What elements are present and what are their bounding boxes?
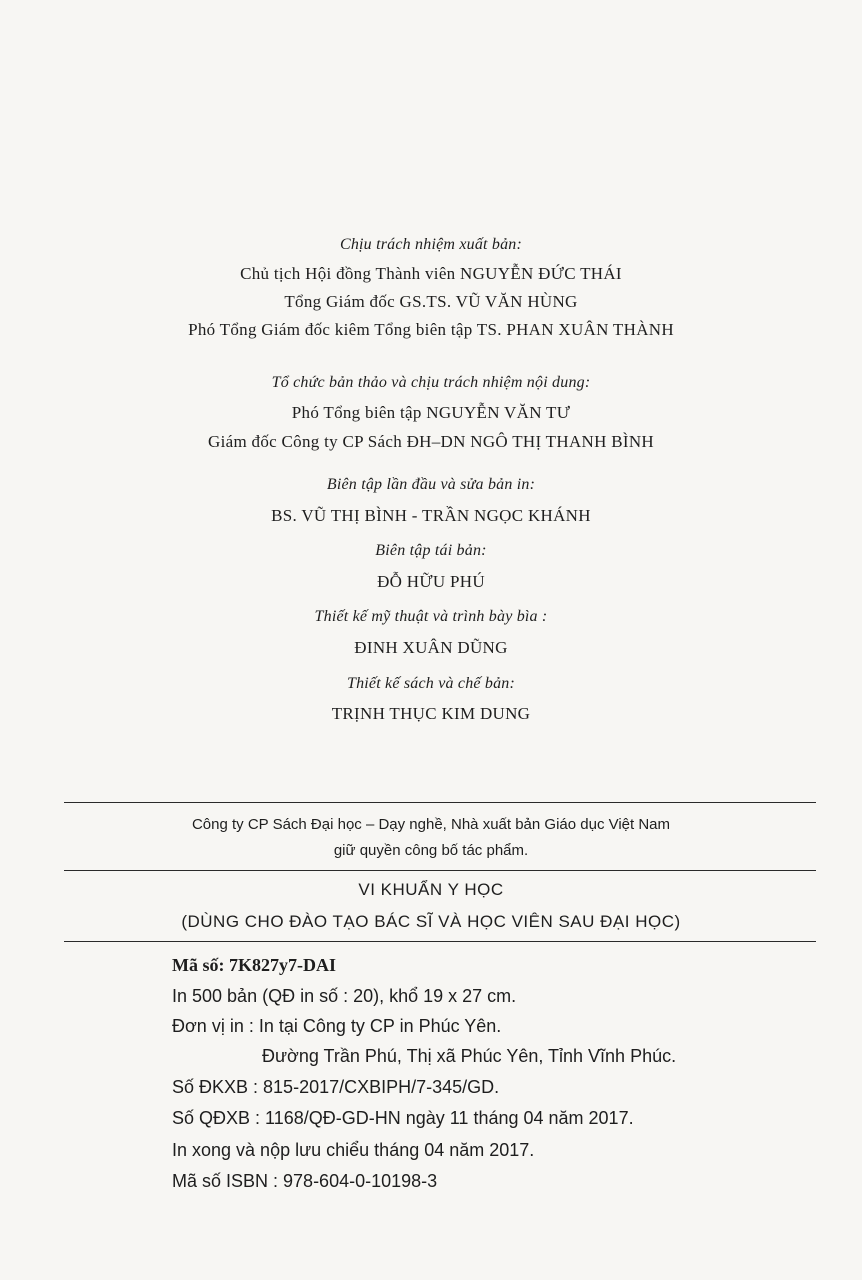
product-code: Mã số: 7K827y7-DAI [172, 955, 336, 975]
copyright-line-1: Công ty CP Sách Đại học – Dạy nghề, Nhà xuất bản Giáo dục Việt Nam [191, 816, 671, 833]
content-responsibility-heading: Tổ chức bản thảo và chịu trách nhiệm nội dung: [271, 374, 591, 391]
divider-top [64, 802, 816, 803]
print-run: In 500 bản (QĐ in số : 20), khổ 19 x 27 cm. [172, 986, 517, 1006]
isbn: Mã số ISBN : 978-604-0-10198-3 [172, 1171, 438, 1191]
divider-bottom [64, 941, 816, 942]
reprint-editing-name: ĐỖ HỮU PHÚ [377, 572, 485, 591]
deputy-editor-line: Phó Tổng biên tập NGUYỄN VĂN TƯ [291, 403, 571, 422]
book-design-name: TRỊNH THỤC KIM DUNG [331, 704, 531, 723]
book-design-heading: Thiết kế sách và chế bản: [346, 675, 516, 692]
deputy-director-line: Phó Tổng Giám đốc kiêm Tổng biên tập TS. PHAN XUÂN THÀNH [188, 320, 674, 339]
book-subtitle: (DÙNG CHO ĐÀO TẠO BÁC SĨ VÀ HỌC VIÊN SAU ĐẠI HỌC) [181, 912, 681, 931]
cover-design-name: ĐINH XUÂN DŨNG [354, 638, 508, 657]
completion-note: In xong và nộp lưu chiểu tháng 04 năm 2017. [172, 1140, 535, 1160]
publishing-decision: Số QĐXB : 1168/QĐ-GD-HN ngày 11 tháng 04 năm 2017. [172, 1108, 634, 1128]
copyright-line-2: giữ quyền công bố tác phẩm. [333, 842, 529, 859]
first-editing-heading: Biên tập lần đầu và sửa bản in: [326, 476, 536, 493]
reprint-editing-heading: Biên tập tái bản: [375, 542, 487, 559]
general-director-line: Tổng Giám đốc GS.TS. VŨ VĂN HÙNG [284, 292, 578, 311]
printer-address: Đường Trần Phú, Thị xã Phúc Yên, Tỉnh Vĩnh Phúc. [262, 1046, 677, 1066]
printer: Đơn vị in : In tại Công ty CP in Phúc Yên. [172, 1016, 502, 1036]
cover-design-heading: Thiết kế mỹ thuật và trình bày bìa : [314, 608, 548, 625]
divider-middle [64, 870, 816, 871]
registration-number: Số ĐKXB : 815-2017/CXBIPH/7-345/GD. [172, 1077, 500, 1097]
book-title: VI KHUẨN Y HỌC [358, 880, 504, 899]
chairman-line: Chủ tịch Hội đồng Thành viên NGUYỄN ĐỨC THÁI [240, 264, 622, 283]
first-editing-names: BS. VŨ THỊ BÌNH - TRẦN NGỌC KHÁNH [271, 506, 591, 525]
company-director-line: Giám đốc Công ty CP Sách ĐH–DN NGÔ THỊ THANH BÌNH [208, 432, 654, 451]
publishing-responsibility-heading: Chịu trách nhiệm xuất bản: [339, 236, 523, 253]
